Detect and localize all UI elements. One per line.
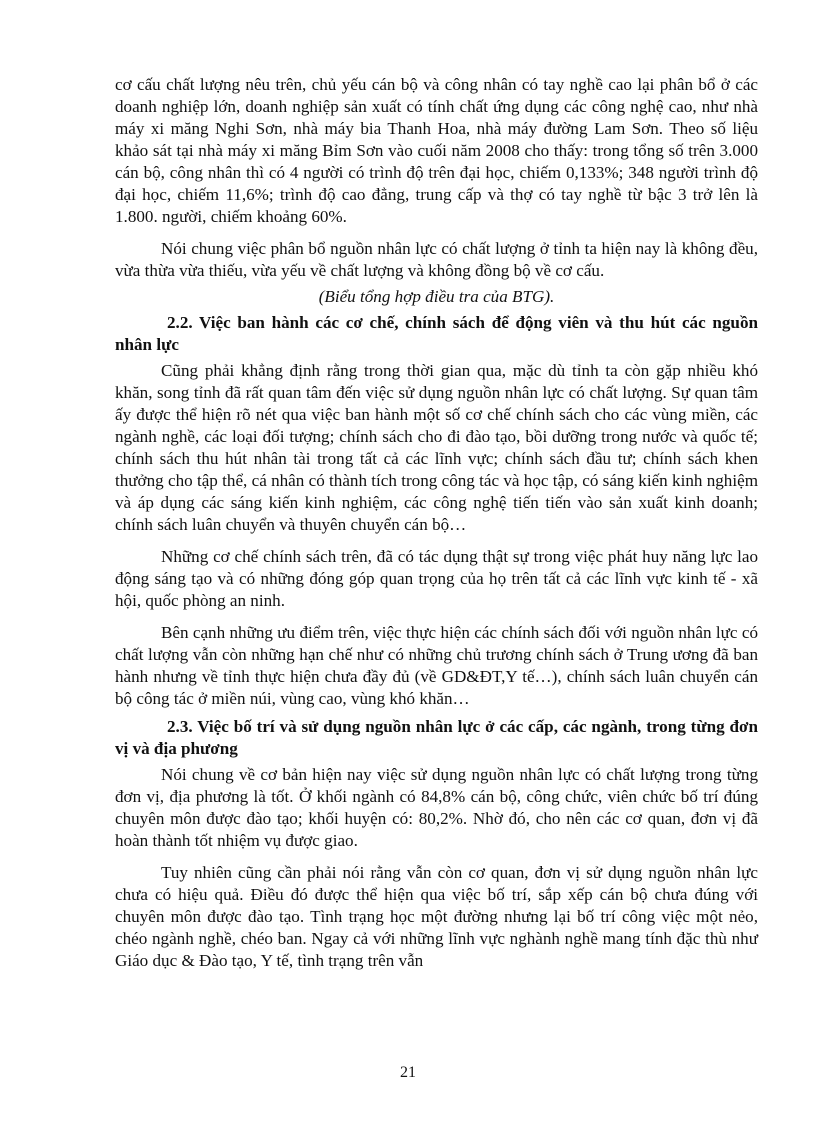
paragraph-cocau: cơ cấu chất lượng nêu trên, chủ yếu cán bộ và công nhân có tay nghề cao lại phân bổ ở các doanh nghiệp lớn, doanh nghiệp sản xuất có tính chất ứng dụng các công nghệ cao, như nhà máy xi măng Nghi Sơn, nhà máy bia Thanh Hoa, nhà máy đường Lam Sơn. Theo số liệu khảo sát tại nhà máy xi măng Bỉm Sơn vào cuối năm 2008 cho thấy: trong tổng số trên 3.000 cán bộ, công nhân thì có 4 người có trình độ trên đại học, chiếm 0,133%; 348 người trình độ đại học, chiếm 11,6%; trình độ cao đẳng, trung cấp và thợ có tay nghề từ bậc 3 trở lên là 1.800. người, chiếm khoảng 60%. (115, 75, 758, 226)
paragraph-2-2-3: Bên cạnh những ưu điểm trên, việc thực hiện các chính sách đối với nguồn nhân lực có chất lượng vẫn còn những hạn chế như có những chủ trương chính sách ở Trung ương đã ban hành nhưng về tỉnh thực hiện chưa đầy đủ (về GD&ĐT,Y tế…), chính sách luân chuyển cán bộ công tác ở miền núi, vùng cao, vùng khó khăn… (115, 623, 758, 708)
section-heading-2-3: 2.3. Việc bố trí và sử dụng nguồn nhân lực ở các cấp, các ngành, trong từng đơn vị và địa phương (115, 717, 758, 758)
paragraph-2-2-1: Cũng phải khẳng định rằng trong thời gian qua, mặc dù tỉnh ta còn gặp nhiều khó khăn, song tỉnh đã rất quan tâm đến việc sử dụng nguồn nhân lực có chất lượng. Sự quan tâm ấy được thể hiện rõ nét qua việc ban hành một số cơ chế chính sách cho các vùng miền, các ngành nghề, các loại đối tượng; chính sách cho đi đào tạo, bồi dưỡng trong nước và quốc tế; chính sách thu hút nhân tài trong tất cả các lĩnh vực; chính sách đầu tư; chính sách khen thưởng cho tập thể, cá nhân có thành tích trong công tác và học tập, có sáng kiến kinh nghiệm và áp dụng các sáng kiến kinh nghiệm, các công nghệ tiến tiến vào sản xuất kinh doanh; chính sách luân chuyển và thuyên chuyển cán bộ… (115, 361, 758, 534)
paragraph-2-2-2: Những cơ chế chính sách trên, đã có tác dụng thật sự trong việc phát huy năng lực lao động sáng tạo và có những đóng góp quan trọng của họ trên tất cả các lĩnh vực kinh tế - xã hội, quốc phòng an ninh. (115, 547, 758, 610)
page-number: 21 (400, 1064, 416, 1081)
section-heading-2-2: 2.2. Việc ban hành các cơ chế, chính sách để động viên và thu hút các nguồn nhân lực (115, 313, 758, 354)
paragraph-2-3-2: Tuy nhiên cũng cần phải nói rằng vẫn còn cơ quan, đơn vị sử dụng nguồn nhân lực chưa có hiệu quả. Điều đó được thể hiện qua việc bố trí, sắp xếp cán bộ chưa đúng với chuyên môn được đào tạo. Tình trạng học một đường nhưng lại bố trí công việc một nẻo, chéo ngành nghề, chéo ban. Ngay cả với những lĩnh vực nghành nghề mang tính đặc thù như Giáo dục & Đào tạo, Y tế, tình trạng trên vẫn (115, 863, 758, 970)
paragraph-2-3-1: Nói chung về cơ bản hiện nay việc sử dụng nguồn nhân lực có chất lượng trong từng đơn vị, địa phương là tốt. Ở khối ngành có 84,8% cán bộ, công chức, viên chức bố trí đúng chuyên môn được đào tạo; khối huyện có: 80,2%. Nhờ đó, cho nên các cơ quan, đơn vị đã hoàn thành tốt nhiệm vụ được giao. (115, 765, 758, 850)
document-page (115, 74, 758, 982)
paragraph-phanbo: Nói chung việc phân bổ nguồn nhân lực có chất lượng ở tỉnh ta hiện nay là không đều, vừa thừa vừa thiếu, vừa yếu về chất lượng và không đồng bộ về cơ cấu. (115, 239, 758, 280)
source-note: (Biểu tổng hợp điều tra của BTG). (318, 287, 555, 306)
